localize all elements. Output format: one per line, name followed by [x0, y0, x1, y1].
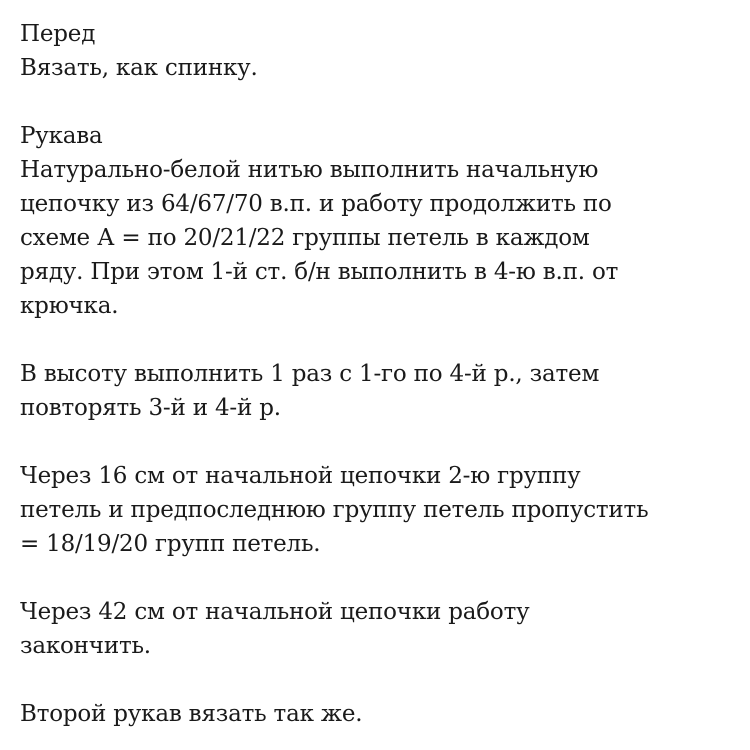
paragraph-line: Натурально-белой нитью выполнить начальную	[20, 157, 599, 183]
paragraph-line: Через 42 см от начальной цепочки работу	[20, 599, 530, 625]
section-heading-front: Перед	[20, 21, 96, 47]
paragraph-line: петель и предпоследнюю группу петель пропустить	[20, 497, 649, 523]
paragraph-second-sleeve	[20, 697, 732, 731]
paragraph-line: В высоту выполнить 1 раз с 1-го по 4-й р., затем	[20, 361, 600, 387]
paragraph-line: повторять 3-й и 4-й р.	[20, 395, 281, 421]
paragraph-line: = 18/19/20 групп петель.	[20, 531, 321, 557]
section-front	[20, 17, 732, 85]
paragraph-line: Второй рукав вязать так же.	[20, 701, 363, 727]
paragraph-line: схеме А = по 20/21/22 группы петель в каждом	[20, 225, 590, 251]
paragraph-line: цепочку из 64/67/70 в.п. и работу продолжить по	[20, 191, 612, 217]
section-heading-sleeves: Рукава	[20, 123, 103, 149]
paragraph-line: Вязать, как спинку.	[20, 55, 258, 81]
section-sleeves	[20, 119, 732, 323]
paragraph-height	[20, 357, 732, 425]
paragraph-finish	[20, 595, 732, 663]
paragraph-line: ряду. При этом 1-й ст. б/н выполнить в 4-ю в.п. от	[20, 259, 619, 285]
paragraph-line: закончить.	[20, 633, 151, 659]
paragraph-line: Через 16 см от начальной цепочки 2-ю группу	[20, 463, 581, 489]
paragraph-decrease	[20, 459, 732, 561]
paragraph-line: крючка.	[20, 293, 119, 319]
